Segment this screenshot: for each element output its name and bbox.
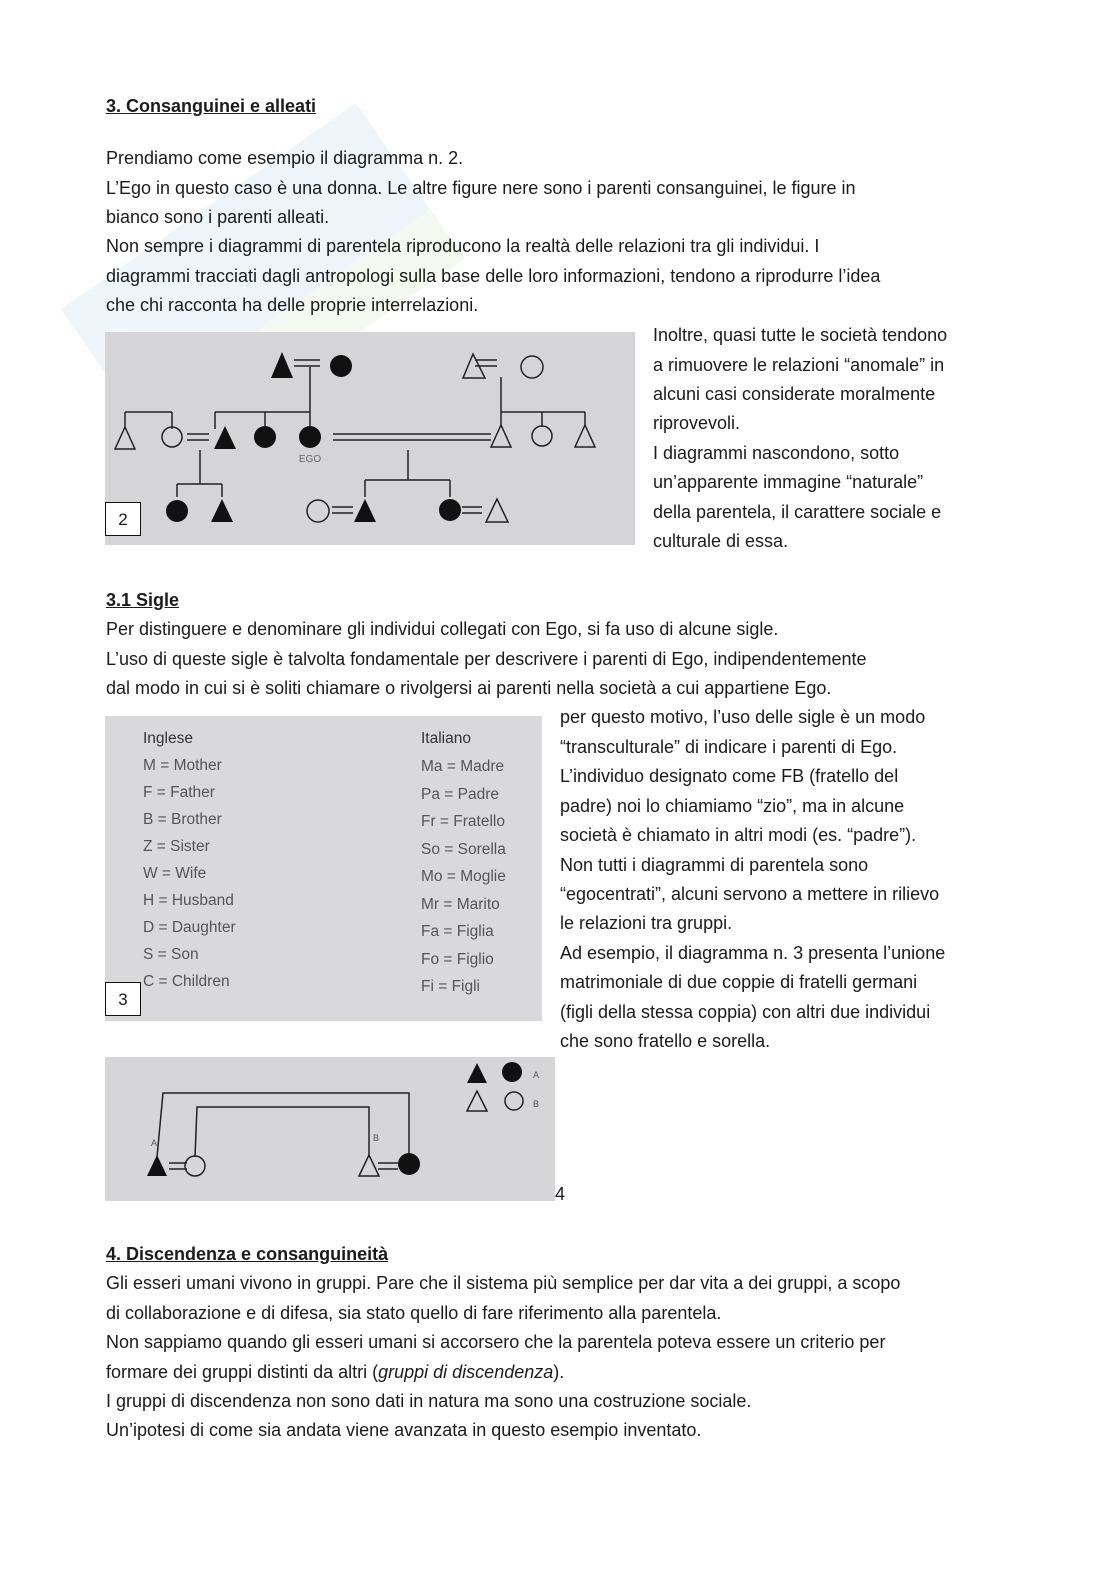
legend-female-b-icon <box>505 1092 523 1110</box>
female-consanguine-icon <box>439 499 461 521</box>
side-text-line: matrimoniale di due coppie di fratelli germani <box>560 972 918 992</box>
side-text-line: Inoltre, quasi tutte le società tendono <box>653 325 948 345</box>
male-affine-icon <box>491 425 511 447</box>
legend-label-b: B <box>533 1099 540 1109</box>
paragraph-line: diagrammi tracciati dagli antropologi sulla base delle loro informazioni, tendono a riprodurre l’idea <box>106 266 881 286</box>
ego-female-icon <box>299 426 321 448</box>
label-b: B <box>373 1133 380 1143</box>
legend-label-a: A <box>533 1070 540 1080</box>
side-text-line: che sono fratello e sorella. <box>560 1031 771 1051</box>
female-consanguine-icon <box>330 355 352 377</box>
abbr-english: Z = Sister <box>143 838 210 855</box>
section-3-1-heading: 3.1 Sigle <box>106 590 180 610</box>
figure-4-number: 4 <box>555 1184 566 1204</box>
abbr-italian: Mr = Marito <box>421 896 500 913</box>
abbr-english: M = Mother <box>143 757 222 774</box>
side-text-line: un’apparente immagine “naturale” <box>653 472 924 492</box>
side-text-line: della parentela, il carattere sociale e <box>653 502 942 522</box>
male-consanguine-icon <box>214 426 236 449</box>
abbr-italian: Fr = Fratello <box>421 813 505 830</box>
abbr-italian: Ma = Madre <box>421 758 505 775</box>
section-4-heading: 4. Discendenza e consanguineità <box>106 1244 389 1264</box>
female-group-a-icon <box>398 1153 420 1175</box>
side-text-line: Ad esempio, il diagramma n. 3 presenta l’unione <box>560 943 946 963</box>
abbr-english: B = Brother <box>143 811 222 828</box>
male-consanguine-icon <box>271 352 293 378</box>
female-affine-icon <box>307 500 329 522</box>
abbr-italian: Pa = Padre <box>421 786 499 803</box>
female-affine-icon <box>521 356 543 378</box>
figure-number: 2 <box>105 502 141 536</box>
paragraph-line: L’uso di queste sigle è talvolta fondamentale per descrivere i parenti di Ego, indipendentemente <box>106 649 867 669</box>
side-text-line: alcuni casi considerate moralmente <box>653 384 936 404</box>
paragraph-line: Non sempre i diagrammi di parentela riproducono la realtà delle relazioni tra gli individui. I <box>106 236 820 256</box>
paragraph-line: bianco sono i parenti alleati. <box>106 207 330 227</box>
legend-male-b-icon <box>467 1091 487 1111</box>
abbr-italian: Fi = Figli <box>421 978 480 995</box>
legend-female-a-icon <box>502 1062 522 1082</box>
female-affine-icon <box>162 427 182 447</box>
figure-number: 3 <box>105 982 141 1016</box>
side-text-line: le relazioni tra gruppi. <box>560 913 733 933</box>
side-text-line: “egocentrati”, alcuni servono a mettere in rilievo <box>560 884 940 904</box>
side-text-line: padre) noi lo chiamiamo “zio”, ma in alcune <box>560 796 905 816</box>
figure-3-abbreviations-table <box>105 716 542 1021</box>
side-text-line: società è chiamato in altri modi (es. “padre”). <box>560 825 917 845</box>
text-run: formare dei gruppi distinti da altri ( <box>106 1362 379 1382</box>
paragraph-line: I gruppi di discendenza non sono dati in natura ma sono una costruzione sociale. <box>106 1391 752 1411</box>
section-3-heading: 3. Consanguinei e alleati <box>106 96 317 116</box>
column-header-english: Inglese <box>143 730 193 747</box>
male-group-b-icon <box>359 1155 379 1176</box>
abbr-english: C = Children <box>143 973 230 990</box>
abbr-english: H = Husband <box>143 892 234 909</box>
male-affine-icon <box>575 425 595 447</box>
side-text-line: L’individuo designato come FB (fratello del <box>560 766 899 786</box>
side-text-line: a rimuovere le relazioni “anomale” in <box>653 355 945 375</box>
group-diagram-svg <box>105 1057 555 1201</box>
text-run: ). <box>553 1362 565 1382</box>
abbr-english: F = Father <box>143 784 215 801</box>
abbr-italian: Fo = Figlio <box>421 951 494 968</box>
paragraph-line: di collaborazione e di difesa, sia stato quello di fare riferimento alla parentela. <box>106 1303 722 1323</box>
legend-male-a-icon <box>467 1063 487 1083</box>
paragraph-line: Prendiamo come esempio il diagramma n. 2. <box>106 148 464 168</box>
abbr-italian: Mo = Moglie <box>421 868 506 885</box>
side-text-line: (figli della stessa coppia) con altri due individui <box>560 1002 931 1022</box>
female-consanguine-icon <box>166 500 188 522</box>
paragraph-line: Per distinguere e denominare gli individui collegati con Ego, si fa uso di alcune sigle. <box>106 619 779 639</box>
abbr-english: D = Daughter <box>143 919 236 936</box>
male-affine-icon <box>115 427 135 449</box>
male-consanguine-icon <box>354 499 376 522</box>
male-consanguine-icon <box>211 499 233 522</box>
abbr-english: S = Son <box>143 946 199 963</box>
figure-2-kinship-diagram <box>105 332 635 545</box>
label-a: A <box>151 1138 158 1148</box>
paragraph-line: Gli esseri umani vivono in gruppi. Pare che il sistema più semplice per dar vita a dei gruppi, a scopo <box>106 1273 901 1293</box>
emphasized-term: gruppi di discendenza <box>378 1362 554 1382</box>
female-consanguine-icon <box>254 426 276 448</box>
abbr-italian: So = Sorella <box>421 841 506 858</box>
column-header-italian: Italiano <box>421 730 471 747</box>
side-text-line: riprovevoli. <box>653 413 741 433</box>
side-text-line: Non tutti i diagrammi di parentela sono <box>560 855 869 875</box>
paragraph-line: dal modo in cui si è soliti chiamare o rivolgersi ai parenti nella società a cui appartiene Ego. <box>106 678 832 698</box>
paragraph-line: che chi racconta ha delle proprie interrelazioni. <box>106 295 479 315</box>
figure-4-group-diagram <box>105 1057 555 1201</box>
ego-label: EGO <box>298 454 322 465</box>
male-group-a-icon <box>147 1155 167 1176</box>
side-text-line: I diagrammi nascondono, sotto <box>653 443 900 463</box>
abbr-italian: Fa = Figlia <box>421 923 494 940</box>
side-text-line: per questo motivo, l’uso delle sigle è un modo <box>560 707 926 727</box>
paragraph-line: L’Ego in questo caso è una donna. Le altre figure nere sono i parenti consanguinei, le figure in <box>106 178 856 198</box>
male-affine-icon <box>486 499 508 522</box>
female-group-b-icon <box>185 1156 205 1176</box>
female-affine-icon <box>532 426 552 446</box>
side-text-line: culturale di essa. <box>653 531 789 551</box>
side-text-line: “transculturale” di indicare i parenti di Ego. <box>560 737 898 757</box>
paragraph-line: Non sappiamo quando gli esseri umani si accorsero che la parentela poteva essere un criterio per <box>106 1332 886 1352</box>
paragraph-line: Un’ipotesi di come sia andata viene avanzata in questo esempio inventato. <box>106 1420 702 1440</box>
kinship-diagram-svg <box>105 332 635 545</box>
paragraph-line <box>106 1358 564 1388</box>
abbr-english: W = Wife <box>143 865 207 882</box>
